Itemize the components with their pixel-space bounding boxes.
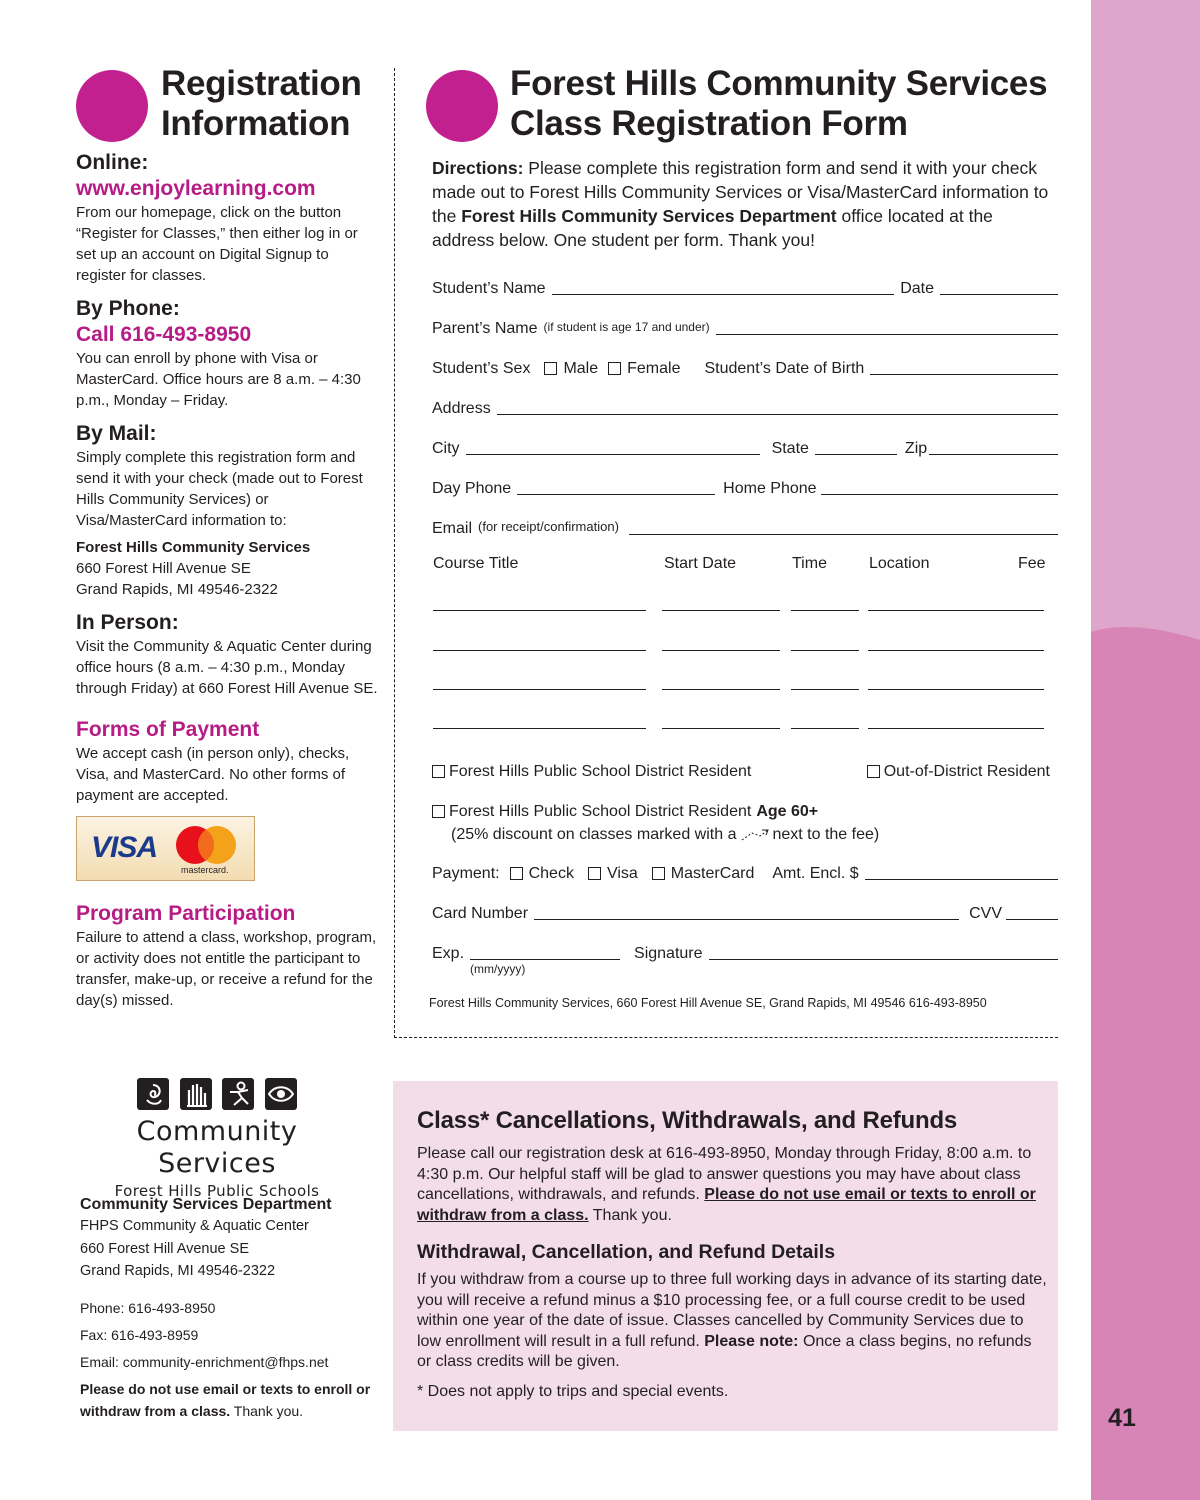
location-fee-field[interactable] xyxy=(868,689,1044,690)
row-payment xyxy=(432,861,1058,885)
hand-icon xyxy=(180,1078,212,1110)
payment-text: We accept cash (in person only), checks, Visa, and MasterCard. No other forms of payment are accepted. xyxy=(76,745,350,804)
logo-name: Community Services xyxy=(136,1116,298,1179)
resident-checkbox[interactable]: Forest Hills Public School District Resident xyxy=(432,762,751,783)
checkbox-box xyxy=(652,867,665,880)
checkbox-box xyxy=(510,867,523,880)
row-city-state-zip xyxy=(432,436,1058,460)
row-sex-dob xyxy=(432,356,1058,380)
dept-line3: Grand Rapids, MI 49546-2322 xyxy=(80,1263,276,1279)
state-label: State xyxy=(771,440,809,457)
parent-name-field[interactable] xyxy=(716,334,1058,335)
dept-warning: Please do not use email or texts to enroll or withdraw from a class. Thank you. xyxy=(80,1380,371,1419)
policy-footnote: * Does not apply to trips and special events. xyxy=(417,1383,729,1400)
page-number: 41 xyxy=(1108,1404,1136,1432)
policy-details: If you withdraw from a course up to three full working days in advance of its starting date, you will receive a refund minus a $10 processing fee, or a full course credit to be used within one year of the date of issue. Classes cancelled by Community Services due to low enrollment will result in a full refund. Please note: Once a class begins, no refunds or class credits will be given. xyxy=(417,1271,1047,1370)
policy-box xyxy=(393,1081,1058,1431)
check-checkbox[interactable]: Check xyxy=(510,864,574,885)
phone-number[interactable]: Call 616-493-8950 xyxy=(76,323,252,346)
row-card xyxy=(432,901,1058,925)
person-text: Visit the Community & Aquatic Center during office hours (8 a.m. – 4:30 p.m., Monday through Friday) at 660 Forest Hill Avenue SE. xyxy=(76,638,378,697)
row-senior xyxy=(432,799,1058,823)
signature-field[interactable] xyxy=(709,959,1058,960)
pink-bullet-left xyxy=(76,70,148,142)
home-phone-label: Home Phone xyxy=(723,480,817,497)
side-tab xyxy=(1091,0,1200,1500)
registration-title: Registration Information xyxy=(161,64,362,143)
mail-heading: By Mail: xyxy=(76,422,157,445)
location-fee-field[interactable] xyxy=(868,610,1044,611)
senior-resident-checkbox[interactable]: Forest Hills Public School District Resident Age 60+ xyxy=(432,802,818,823)
city-label: City xyxy=(432,440,460,457)
online-heading: Online: xyxy=(76,151,149,174)
start-date-field[interactable] xyxy=(662,610,780,611)
online-text: From our homepage, click on the button “Register for Classes,” then either log in or set up an account on Digital Signup to register for classes. xyxy=(76,204,358,284)
eye-icon xyxy=(265,1078,297,1110)
visa-checkbox[interactable]: Visa xyxy=(588,864,638,885)
policy-title: Class* Cancellations, Withdrawals, and Refunds xyxy=(417,1107,958,1134)
parent-note: (if student is age 17 and under) xyxy=(543,320,710,334)
dept-fax: Fax: 616-493-8959 xyxy=(80,1326,199,1343)
dob-field[interactable] xyxy=(870,374,1058,375)
form-footer: Forest Hills Community Services, 660 Forest Hill Avenue SE, Grand Rapids, MI 49546 616-493-8950 xyxy=(429,996,987,1010)
time-field[interactable] xyxy=(791,689,859,690)
mail-city: Grand Rapids, MI 49546-2322 xyxy=(76,581,278,598)
checkbox-box xyxy=(588,867,601,880)
phone-text: You can enroll by phone with Visa or MasterCard. Office hours are 8 a.m. – 4:30 p.m., Monday – Friday. xyxy=(76,350,361,409)
discount-mark-icon xyxy=(740,827,770,843)
course-title-field[interactable] xyxy=(433,610,646,611)
card-number-label: Card Number xyxy=(432,905,529,922)
exp-format: (mm/yyyy) xyxy=(470,962,526,976)
card-logos xyxy=(76,816,255,881)
exp-field[interactable] xyxy=(470,959,620,960)
exp-label: Exp. xyxy=(432,945,465,962)
spiral-face-icon xyxy=(137,1078,169,1110)
participation-text: Failure to attend a class, workshop, program, or activity does not entitle the participant to transfer, make-up, or receive a refund for the day(s) missed. xyxy=(76,929,377,1009)
row-residency xyxy=(432,759,1058,783)
policy-text: Please call our registration desk at 616-493-8950, Monday through Friday, 8:00 a.m. to 4:30 p.m. Our helpful staff will be glad to answer questions you may have about class cancellations, withdrawals, and refunds. Please do not use email or texts to enroll or withdraw from a class. Thank you. xyxy=(417,1145,1036,1224)
row-discount xyxy=(451,822,1077,846)
time-field[interactable] xyxy=(791,728,859,729)
card-number-field[interactable] xyxy=(534,919,959,920)
row-parent-name xyxy=(432,316,1058,340)
mastercard-wordmark: mastercard. xyxy=(181,865,229,875)
phone-heading: By Phone: xyxy=(76,297,180,320)
time-field[interactable] xyxy=(791,650,859,651)
mail-text: Simply complete this registration form and send it with your check (made out to Forest Hills Community Services) or Visa/MasterCard information to: xyxy=(76,449,363,529)
address-label: Address xyxy=(432,400,491,417)
discount-text-end: next to the fee) xyxy=(772,826,880,843)
policy-subtitle: Withdrawal, Cancellation, and Refund Details xyxy=(417,1241,836,1263)
side-tab-wave xyxy=(1091,0,1200,1500)
cvv-label: CVV xyxy=(969,905,1002,922)
row-exp-signature xyxy=(432,941,1058,965)
visa-logo: VISA xyxy=(91,831,158,864)
person-heading: In Person: xyxy=(76,611,179,634)
cut-line-horizontal xyxy=(394,1037,1058,1038)
row-phones xyxy=(432,476,1058,500)
website-link[interactable]: www.enjoylearning.com xyxy=(76,177,316,200)
zip-field[interactable] xyxy=(929,454,1058,455)
course-title-field[interactable] xyxy=(433,728,646,729)
checkbox-box xyxy=(544,362,557,375)
col-course-title: Course Title xyxy=(433,555,519,572)
email-label: Email xyxy=(432,520,473,537)
policy-warning-link: Please do not use email or texts to enroll or withdraw from a class. xyxy=(417,1186,1036,1224)
checkbox-box xyxy=(432,805,445,818)
amount-label: Amt. Encl. $ xyxy=(772,865,859,882)
email-note: (for receipt/confirmation) xyxy=(478,519,619,534)
col-fee: Fee xyxy=(1018,555,1046,572)
mail-org: Forest Hills Community Services xyxy=(76,539,311,556)
form-title: Forest Hills Community Services Class Registration Form xyxy=(510,64,1048,143)
col-location: Location xyxy=(869,555,930,572)
student-name-field[interactable] xyxy=(552,294,895,295)
cvv-field[interactable] xyxy=(1006,919,1058,920)
student-sex-label: Student’s Sex xyxy=(432,360,531,377)
male-checkbox[interactable]: Male xyxy=(544,359,598,380)
mastercard-logo xyxy=(173,823,245,875)
figure-icon xyxy=(222,1078,254,1110)
checkbox-box xyxy=(867,765,880,778)
directions-label: Directions: xyxy=(432,158,524,178)
department-contact xyxy=(80,1195,380,1422)
logo-icons xyxy=(78,1078,356,1110)
discount-text: (25% discount on classes marked with a xyxy=(451,826,737,843)
state-field[interactable] xyxy=(815,454,897,455)
parent-name-label: Parent’s Name xyxy=(432,320,538,337)
dept-email[interactable]: Email: community-enrichment@fhps.net xyxy=(80,1353,329,1370)
dob-label: Student’s Date of Birth xyxy=(704,360,865,377)
mastercard-checkbox[interactable]: MasterCard xyxy=(652,864,755,885)
registration-info xyxy=(76,150,381,1011)
female-checkbox[interactable]: Female xyxy=(608,359,680,380)
start-date-field[interactable] xyxy=(662,728,780,729)
dept-line1: FHPS Community & Aquatic Center xyxy=(80,1218,309,1234)
community-services-logo xyxy=(78,1078,356,1200)
row-student-name xyxy=(432,276,1058,300)
signature-label: Signature xyxy=(634,945,703,962)
date-label: Date xyxy=(900,280,934,297)
row-email xyxy=(432,516,1058,540)
address-field[interactable] xyxy=(497,414,1058,415)
day-phone-field[interactable] xyxy=(517,494,715,495)
home-phone-field[interactable] xyxy=(821,494,1058,495)
student-name-label: Student’s Name xyxy=(432,280,546,297)
email-field[interactable] xyxy=(629,534,1058,535)
logo-subtitle: Forest Hills Public Schools xyxy=(114,1182,320,1200)
out-of-district-checkbox[interactable]: Out-of-District Resident xyxy=(867,762,1050,783)
course-title-field[interactable] xyxy=(433,689,646,690)
row-address xyxy=(432,396,1058,420)
start-date-field[interactable] xyxy=(662,689,780,690)
col-start-date: Start Date xyxy=(664,555,737,572)
dept-line2: 660 Forest Hill Avenue SE xyxy=(80,1240,249,1257)
mail-street: 660 Forest Hill Avenue SE xyxy=(76,560,251,577)
zip-label: Zip xyxy=(904,440,928,457)
day-phone-label: Day Phone xyxy=(432,480,512,497)
time-field[interactable] xyxy=(791,610,859,611)
amount-field[interactable] xyxy=(865,879,1058,880)
payment-label: Payment: xyxy=(432,865,500,882)
dept-heading: Community Services Department xyxy=(80,1196,332,1213)
location-fee-field[interactable] xyxy=(868,728,1044,729)
form-directions: Directions: Please complete this registration form and send it with your check made out to Forest Hills Community Services or Visa/MasterCard information to the Forest Hills Community Services Department office located at the address below. One student per form. Thank you! xyxy=(432,158,1049,250)
pink-bullet-right xyxy=(426,70,498,142)
start-date-field[interactable] xyxy=(662,650,780,651)
course-title-field[interactable] xyxy=(433,650,646,651)
mail-address xyxy=(76,537,381,600)
checkbox-box xyxy=(608,362,621,375)
col-time: Time xyxy=(792,555,827,572)
location-fee-field[interactable] xyxy=(868,650,1044,651)
participation-heading: Program Participation xyxy=(76,902,296,925)
checkbox-box xyxy=(432,765,445,778)
age-60-label: Age 60+ xyxy=(756,803,819,820)
cut-line-vertical xyxy=(394,68,395,1038)
dept-phone[interactable]: Phone: 616-493-8950 xyxy=(80,1299,216,1316)
payment-heading: Forms of Payment xyxy=(76,718,260,741)
city-field[interactable] xyxy=(466,454,760,455)
date-field[interactable] xyxy=(940,294,1058,295)
